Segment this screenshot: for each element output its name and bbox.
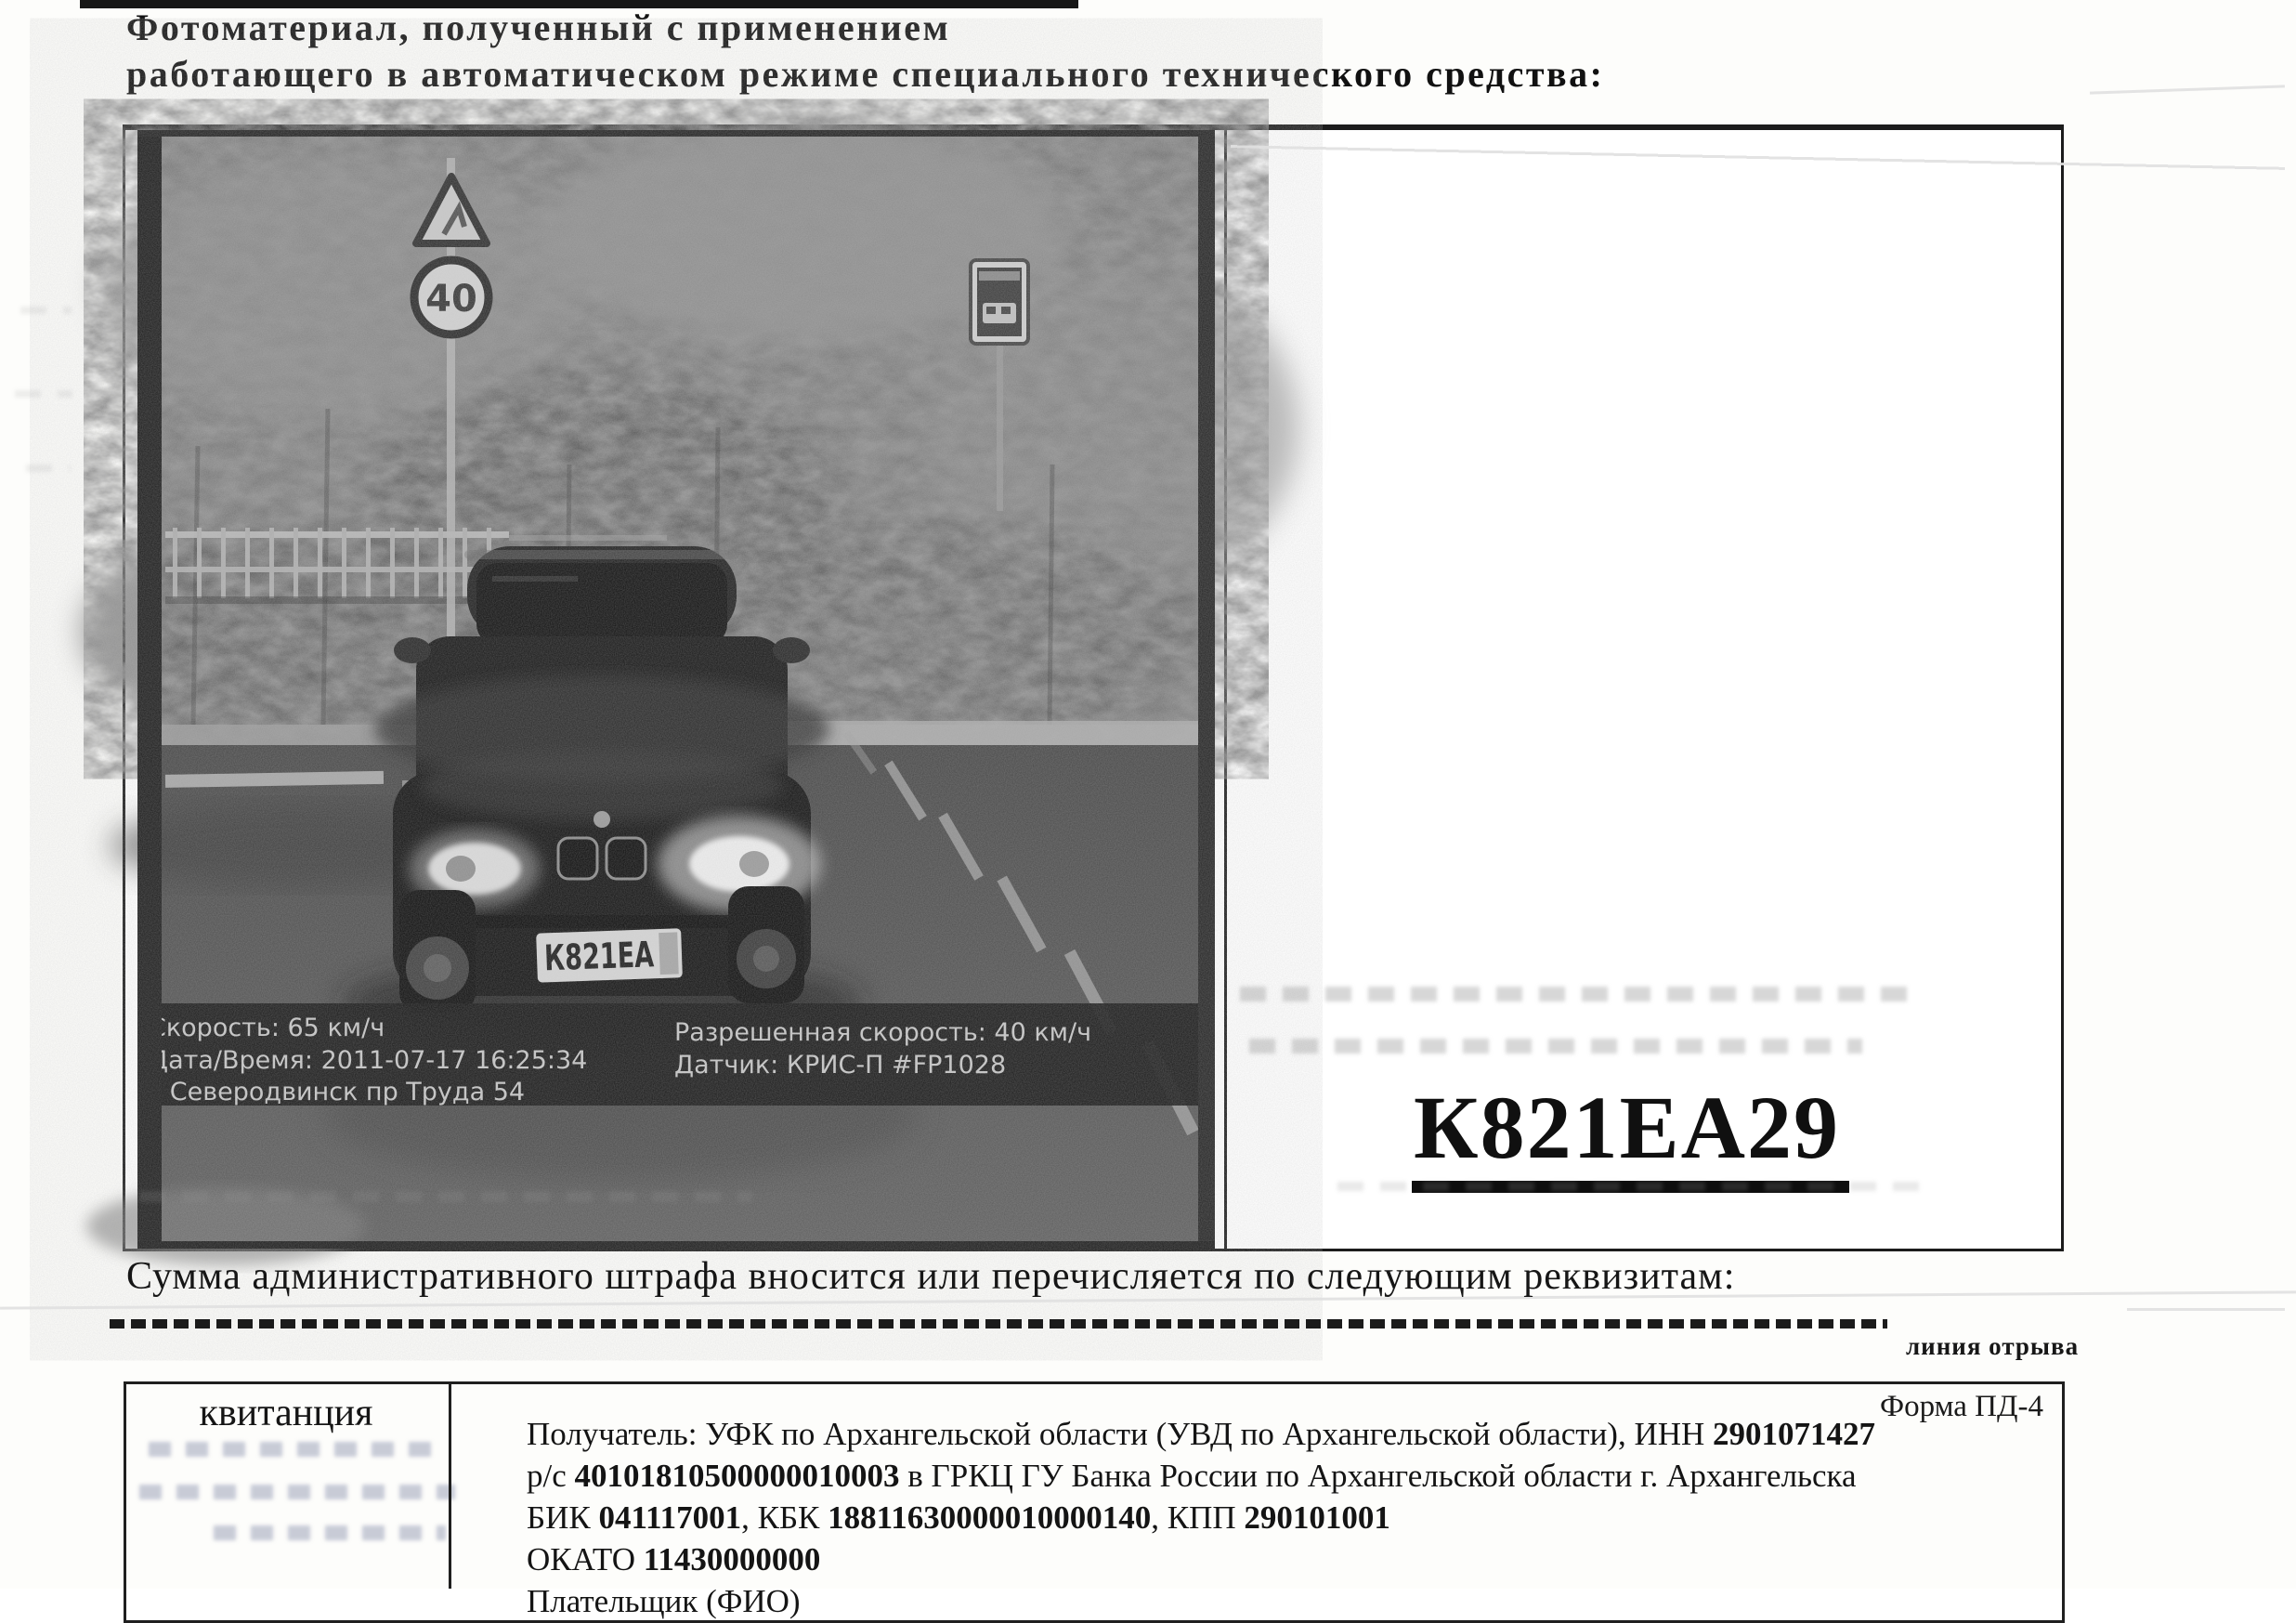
receipt-line-payee: Получатель: УФК по Архангельской области (УВД по Архангельской области), ИНН 2901071427 (527, 1416, 1876, 1452)
scan-bleed-text (26, 465, 71, 472)
vehicle-plate-number-callout (1412, 1076, 1849, 1193)
scan-bleed-text (1240, 987, 1918, 1001)
photo-evidence-divider (1224, 124, 1227, 1251)
document-title-line1: Фотоматериал, полученный с применением (126, 7, 951, 48)
receipt-details (527, 1414, 2050, 1623)
tear-line-label: линия отрыва (1906, 1332, 2080, 1360)
receipt-line-okato: ОКАТО 11430000000 (527, 1541, 821, 1577)
receipt-line-payer: Плательщик (ФИО) (527, 1583, 801, 1619)
scan-crease (2090, 85, 2285, 94)
scan-crease (2127, 1308, 2285, 1311)
scan-bleed-text (15, 390, 72, 398)
scan-bleed-text (1337, 1182, 1932, 1191)
receipt-line-bik-kbk-kpp: БИК 041117001, КБК 18811630000010000140, КПП 290101001 (527, 1499, 1390, 1536)
payment-intro-text: Сумма административного штрафа вносится или перечисляется по следующим реквизитам: (126, 1255, 1736, 1298)
speed-camera-photo (137, 130, 1215, 1249)
scan-bleed-text (20, 307, 72, 314)
receipt-divider (449, 1381, 451, 1589)
plate-number-text: К821ЕА29 (1412, 1076, 1849, 1193)
scan-bleed-text (1249, 1039, 1862, 1054)
document-title-line2: работающего в автоматическом режиме специального технического средства: (126, 53, 1605, 95)
receipt-form-label: Форма ПД-4 (1880, 1390, 2043, 1423)
scan-bleed-text (139, 1191, 752, 1202)
receipt-corner-label: квитанция (199, 1392, 373, 1434)
photo-grain (137, 130, 1215, 1249)
tear-line (110, 1319, 1887, 1329)
receipt-line-account: р/с 40101810500000010003 в ГРКЦ ГУ Банка России по Архангельской области г. Архангельска (527, 1458, 1857, 1494)
